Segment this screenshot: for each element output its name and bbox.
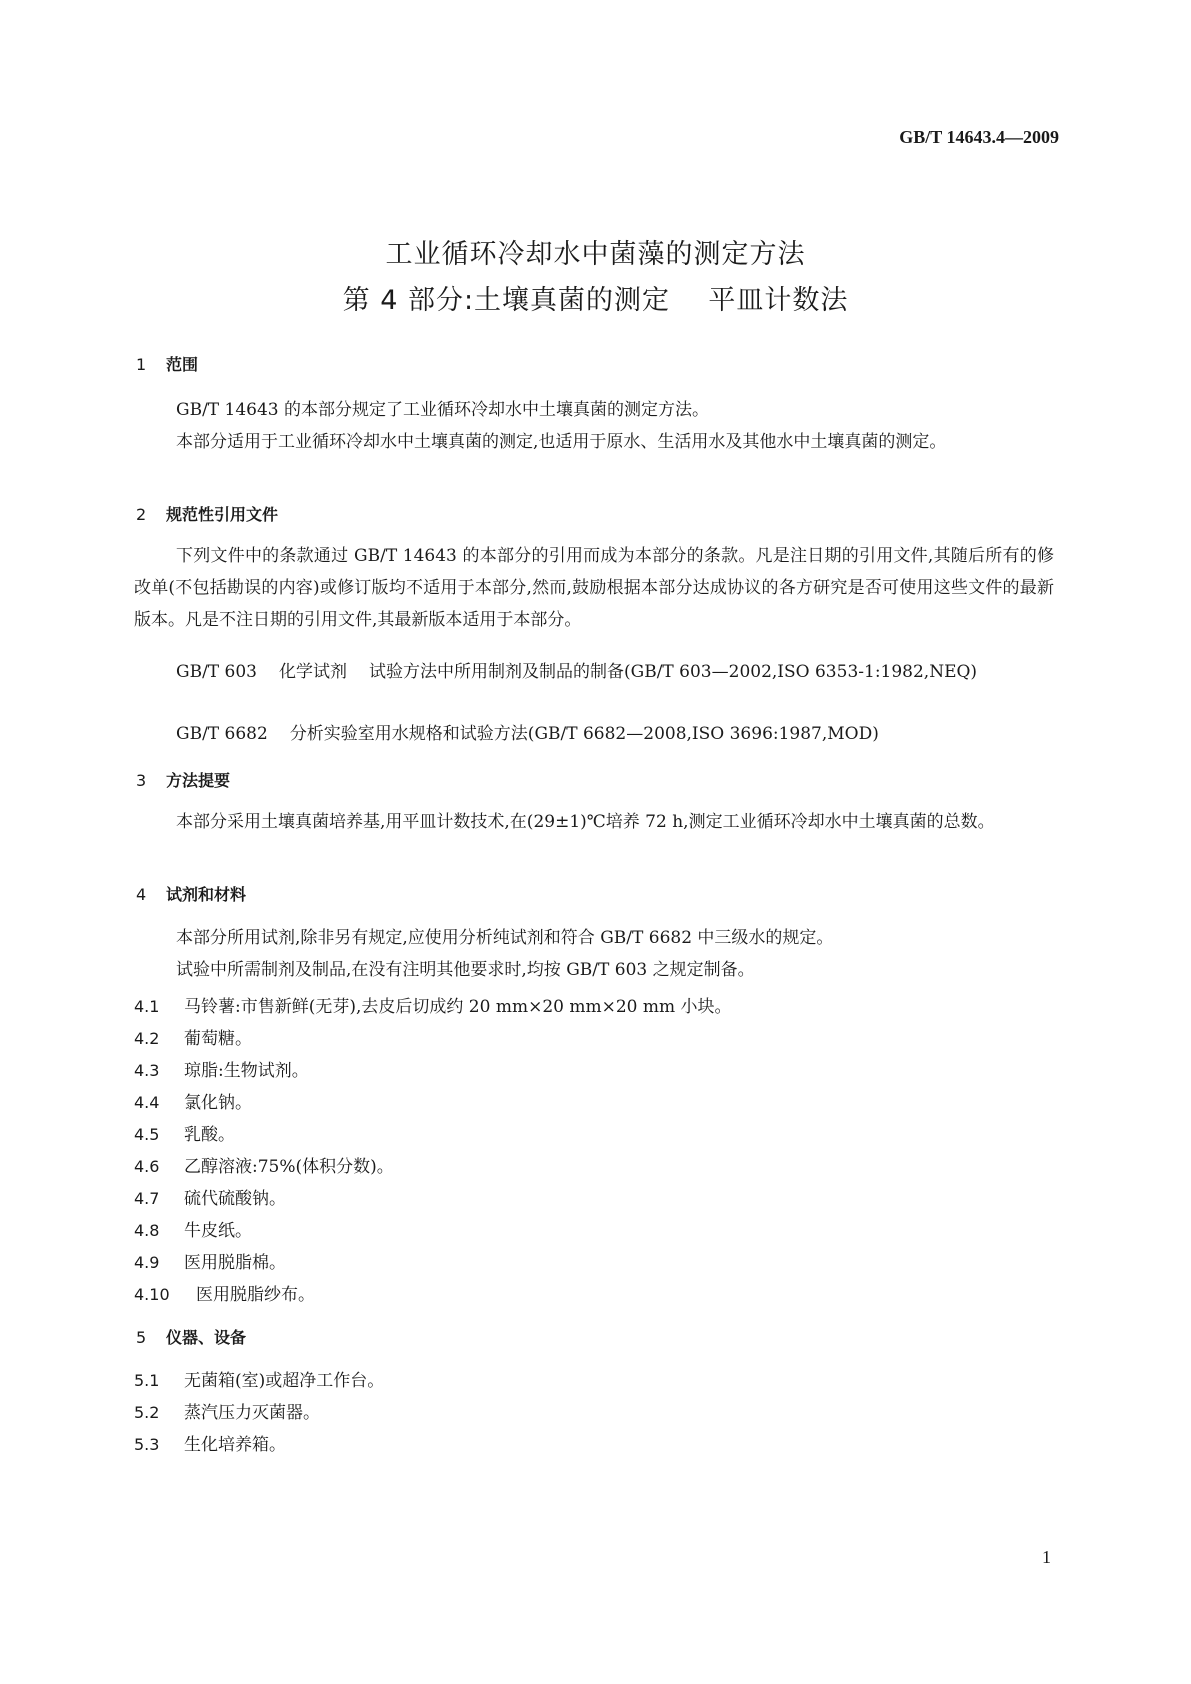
section-number: 3 [136, 771, 147, 790]
list-item: 4.2 葡萄糖。 [134, 1029, 252, 1049]
list-item: 4.5 乳酸。 [134, 1125, 235, 1145]
paragraph: 本部分采用土壤真菌培养基,用平皿计数技术,在(29±1)℃培养 72 h,测定工业循环冷却水中土壤真菌的总数。 [176, 812, 995, 832]
paragraph: 试验中所需制剂及制品,在没有注明其他要求时,均按 GB/T 603 之规定制备。 [176, 960, 755, 980]
reference-code: GB/T 6682 [176, 724, 268, 744]
document-title-line1: 工业循环冷却水中菌藻的测定方法 [385, 239, 806, 270]
list-item: 4.1 马铃薯:市售新鲜(无芽),去皮后切成约 20 mm×20 mm×20 mm 小块。 [134, 997, 732, 1017]
section-title: 范围 [166, 355, 199, 374]
section-number: 2 [136, 505, 147, 524]
section-title: 规范性引用文件 [166, 505, 279, 524]
reference-detail: 分析实验室用水规格和试验方法(GB/T 6682—2008,ISO 3696:1987,MOD) [289, 724, 879, 744]
paragraph: 下列文件中的条款通过 GB/T 14643 的本部分的引用而成为本部分的条款。凡是注日期的引用文件,其随后所有的修改单(不包括勘误的内容)或修订版均不适用于本部分,然而,鼓励根据本部分达成协议的各方研究是否可使用这些文件的最新版本。凡是不注日期的引用文件,其最新版本适用于本部分。 [134, 546, 1054, 630]
paragraph: 本部分适用于工业循环冷却水中土壤真菌的测定,也适用于原水、生活用水及其他水中土壤真菌的测定。 [176, 432, 947, 452]
section-heading-method-summary [136, 768, 230, 791]
list-item: 4.10 医用脱脂纱布。 [134, 1285, 315, 1305]
reference-code: GB/T 603 [176, 662, 257, 682]
paragraph: 本部分所用试剂,除非另有规定,应使用分析纯试剂和符合 GB/T 6682 中三级水的规定。 [176, 928, 834, 948]
reference-name: 化学试剂 [279, 662, 347, 682]
standard-code: GB/T 14643.4—2009 [899, 127, 1059, 147]
list-item: 5.3 生化培养箱。 [134, 1435, 286, 1455]
reference-entry [134, 656, 1054, 688]
reference-detail: 试验方法中所用制剂及制品的制备(GB/T 603—2002,ISO 6353-1:1982,NEQ) [369, 662, 978, 682]
paragraph: GB/T 14643 的本部分规定了工业循环冷却水中土壤真菌的测定方法。 [176, 400, 710, 420]
section-number: 4 [136, 885, 147, 904]
section-heading-normative-references [136, 502, 278, 525]
document-title-line2: 第 4 部分:土壤真菌的测定 平皿计数法 [342, 285, 849, 316]
section-number: 5 [136, 1328, 147, 1347]
section-title: 仪器、设备 [166, 1328, 247, 1347]
section-heading-scope [136, 352, 198, 375]
list-item: 5.1 无菌箱(室)或超净工作台。 [134, 1371, 385, 1391]
list-item: 4.4 氯化钠。 [134, 1093, 252, 1113]
reference-entry [134, 718, 1054, 750]
list-item: 5.2 蒸汽压力灭菌器。 [134, 1403, 320, 1423]
list-item: 4.8 牛皮纸。 [134, 1221, 252, 1241]
section-heading-apparatus [136, 1325, 246, 1348]
page-number: 1 [1042, 1547, 1051, 1567]
list-item: 4.6 乙醇溶液:75%(体积分数)。 [134, 1157, 394, 1177]
section-heading-reagents [136, 882, 246, 905]
section-title: 试剂和材料 [166, 885, 247, 904]
list-item: 4.3 琼脂:生物试剂。 [134, 1061, 309, 1081]
list-item: 4.9 医用脱脂棉。 [134, 1253, 286, 1273]
section-number: 1 [136, 355, 147, 374]
list-item: 4.7 硫代硫酸钠。 [134, 1189, 286, 1209]
section-title: 方法提要 [166, 771, 231, 790]
